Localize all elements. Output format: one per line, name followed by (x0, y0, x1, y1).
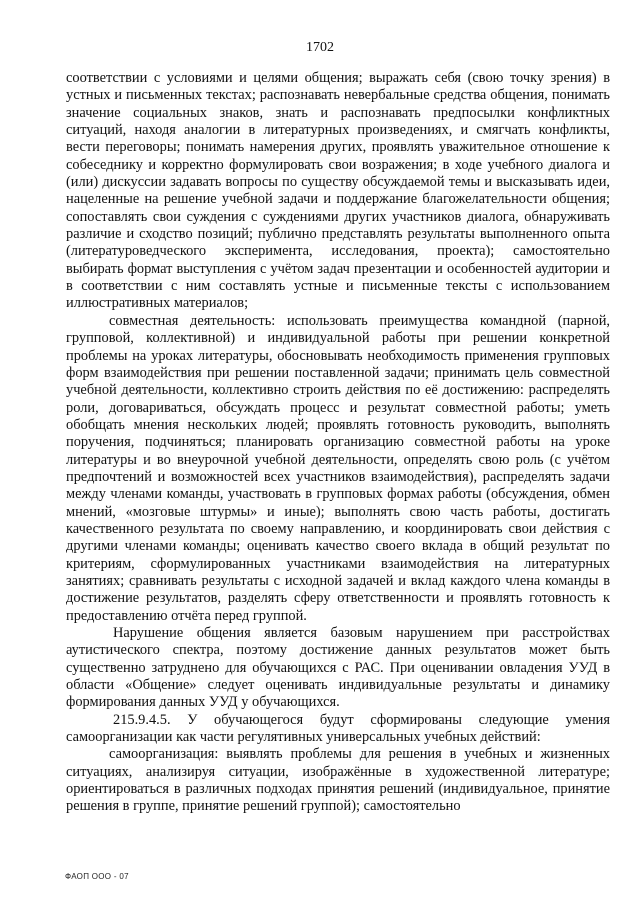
paragraph-communication-impairment: Нарушение общения является базовым нарушением при расстройствах аутистического спектра, поэтому достижение данных результатов может быть существенно затруднено для обучающихся с РАС. При оценивании овладения УУД в области «Общение» следует оценивать индивидуальные результаты и динамику формирования данных УУД у обучающихся. (66, 625, 610, 711)
page-number: 1702 (306, 40, 334, 55)
paragraph-joint-activity: совместная деятельность: использовать преимущества командной (парной, групповой, коллективной) и индивидуальной работы при решении конкретной проблемы на уроках литературы, обосновывать необходимость применения групповых форм взаимодействия при решении поставленной задачи; принимать цель совместной учебной деятельности, коллективно строить действия по её достижению: распределять роли, договариваться, обсуждать процесс и результат совместной работы; уметь обобщать мнения нескольких людей; проявлять готовность руководить, выполнять поручения, подчиняться; планировать организацию совместной работы на уроке литературы и во внеурочной учебной деятельности, определять свою роль (с учётом предпочтений и возможностей всех участников взаимодействия), распределять задачи между членами команды, участвовать в групповых формах работы (обсуждения, обмен мнений, «мозговые штурмы» и иные); выполнять свою часть работы, достигать качественного результата по своему направлению, и координировать свои действия с другими членами команды; оценивать качество своего вклада в общий результат по критериям, сформулированных участниками взаимодействия на литературных занятиях; сравнивать результаты с исходной задачей и вклад каждого члена команды в достижение результатов, разделять сферу ответственности и проявлять готовность к предоставлению отчёта перед группой. (66, 312, 610, 624)
document-body (66, 70, 610, 816)
paragraph-communication-continued: соответствии с условиями и целями общения; выражать себя (свою точку зрения) в устных и письменных текстах; распознавать невербальные средства общения, понимать значение социальных знаков, знать и распознавать предпосылки конфликтных ситуаций, находя аналогии в литературных произведениях, и смягчать конфликты, вести переговоры; понимать намерения других, проявлять уважительное отношение к собеседнику и корректно формулировать свои возражения; в ходе учебного диалога и (или) дискуссии задавать вопросы по существу обсуждаемой темы и высказывать идеи, нацеленные на решение учебной задачи и поддержание благожелательности общения; сопоставлять свои суждения с суждениями других участников диалога, обнаруживать различие и сходство позиций; публично представлять результаты выполненного опыта (литературоведческого эксперимента, исследования, проекта); самостоятельно выбирать формат выступления с учётом задач презентации и особенностей аудитории и в соответствии с ним составлять устные и письменные тексты с использованием иллюстративных материалов; (66, 70, 610, 312)
footer-document-code: ФАОП ООО - 07 (65, 872, 129, 881)
paragraph-self-organization: самоорганизация: выявлять проблемы для решения в учебных и жизненных ситуациях, анализируя ситуации, изображённые в художественной литературе; ориентироваться в различных подходах принятия решений (индивидуальное, принятие решения в группе, принятие решений группой); самостоятельно (66, 746, 610, 815)
paragraph-section-215-9-4-5: 215.9.4.5. У обучающегося будут сформированы следующие умения самоорганизации как части регулятивных универсальных учебных действий: (66, 711, 610, 746)
